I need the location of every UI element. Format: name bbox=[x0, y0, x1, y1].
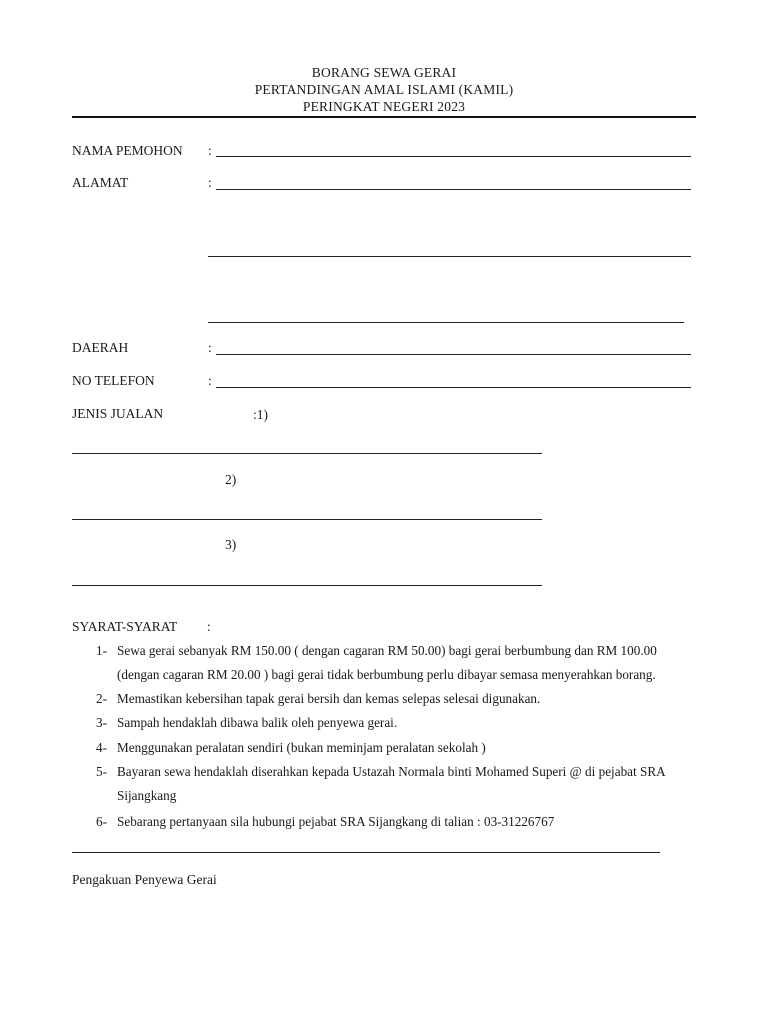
daerah-colon: : bbox=[208, 340, 212, 355]
nama-label: NAMA PEMOHON bbox=[72, 143, 183, 158]
telefon-fill-line[interactable] bbox=[216, 387, 691, 388]
term-number: 4- bbox=[96, 740, 107, 755]
event-level: PERINGKAT NEGERI 2023 bbox=[302, 99, 466, 114]
alamat-fill-line-1[interactable] bbox=[216, 189, 691, 190]
term-text-line: (dengan cagaran RM 20.00 ) bagi gerai tidak berbumbung perlu dibayar semasa menyerahkan borang. bbox=[117, 667, 656, 682]
telefon-label: NO TELEFON bbox=[72, 373, 155, 388]
term-text-line: Sewa gerai sebanyak RM 150.00 ( dengan cagaran RM 50.00) bagi gerai berbumbung dan RM 100.00 bbox=[117, 643, 657, 658]
term-item bbox=[96, 760, 706, 808]
jualan-fill-line-3[interactable] bbox=[72, 585, 542, 586]
section-divider-line bbox=[72, 852, 660, 853]
nama-fill-line[interactable] bbox=[216, 156, 691, 157]
header-divider bbox=[72, 116, 696, 118]
telefon-colon: : bbox=[208, 373, 212, 388]
jualan-item-3-number: 3) bbox=[225, 537, 237, 552]
jualan-item-1-number: :1) bbox=[253, 407, 268, 422]
term-number: 2- bbox=[96, 691, 107, 706]
nama-colon: : bbox=[208, 143, 212, 158]
jualan-fill-line-1[interactable] bbox=[72, 453, 542, 454]
term-number: 5- bbox=[96, 764, 107, 779]
jualan-label: JENIS JUALAN bbox=[72, 406, 164, 421]
term-text: Memastikan kebersihan tapak gerai bersih dan kemas selepas selesai digunakan. bbox=[117, 691, 541, 706]
term-number: 1- bbox=[96, 643, 107, 658]
term-text bbox=[117, 639, 707, 687]
term-number: 6- bbox=[96, 814, 107, 829]
alamat-fill-line-2[interactable] bbox=[208, 256, 691, 257]
tenant-declaration-heading: Pengakuan Penyewa Gerai bbox=[72, 872, 217, 887]
term-text bbox=[117, 760, 707, 808]
terms-colon: : bbox=[207, 619, 211, 634]
alamat-fill-line-3[interactable] bbox=[208, 322, 684, 323]
term-item bbox=[96, 736, 706, 760]
alamat-colon: : bbox=[208, 175, 212, 190]
event-name: PERTANDINGAN AMAL ISLAMI (KAMIL) bbox=[254, 82, 514, 97]
term-number: 3- bbox=[96, 715, 107, 730]
term-text: Menggunakan peralatan sendiri (bukan meminjam peralatan sekolah ) bbox=[117, 740, 486, 755]
alamat-label: ALAMAT bbox=[72, 175, 129, 190]
term-text: Sebarang pertanyaan sila hubungi pejabat SRA Sijangkang di talian : 03-31226767 bbox=[117, 814, 555, 829]
term-item bbox=[96, 687, 706, 711]
term-text-line: Bayaran sewa hendaklah diserahkan kepada Ustazah Normala binti Mohamed Superi @ di pejabat SRA bbox=[117, 764, 666, 779]
daerah-fill-line[interactable] bbox=[216, 354, 691, 355]
term-item bbox=[96, 810, 706, 834]
term-text-line: Sijangkang bbox=[117, 788, 177, 803]
form-header bbox=[0, 64, 768, 115]
daerah-label: DAERAH bbox=[72, 340, 129, 355]
jualan-fill-line-2[interactable] bbox=[72, 519, 542, 520]
form-title: BORANG SEWA GERAI bbox=[311, 65, 457, 80]
term-item bbox=[96, 639, 706, 687]
jualan-item-2-number: 2) bbox=[225, 472, 237, 487]
terms-title: SYARAT-SYARAT bbox=[72, 619, 178, 634]
term-text: Sampah hendaklah dibawa balik oleh penyewa gerai. bbox=[117, 715, 398, 730]
term-item bbox=[96, 711, 706, 735]
